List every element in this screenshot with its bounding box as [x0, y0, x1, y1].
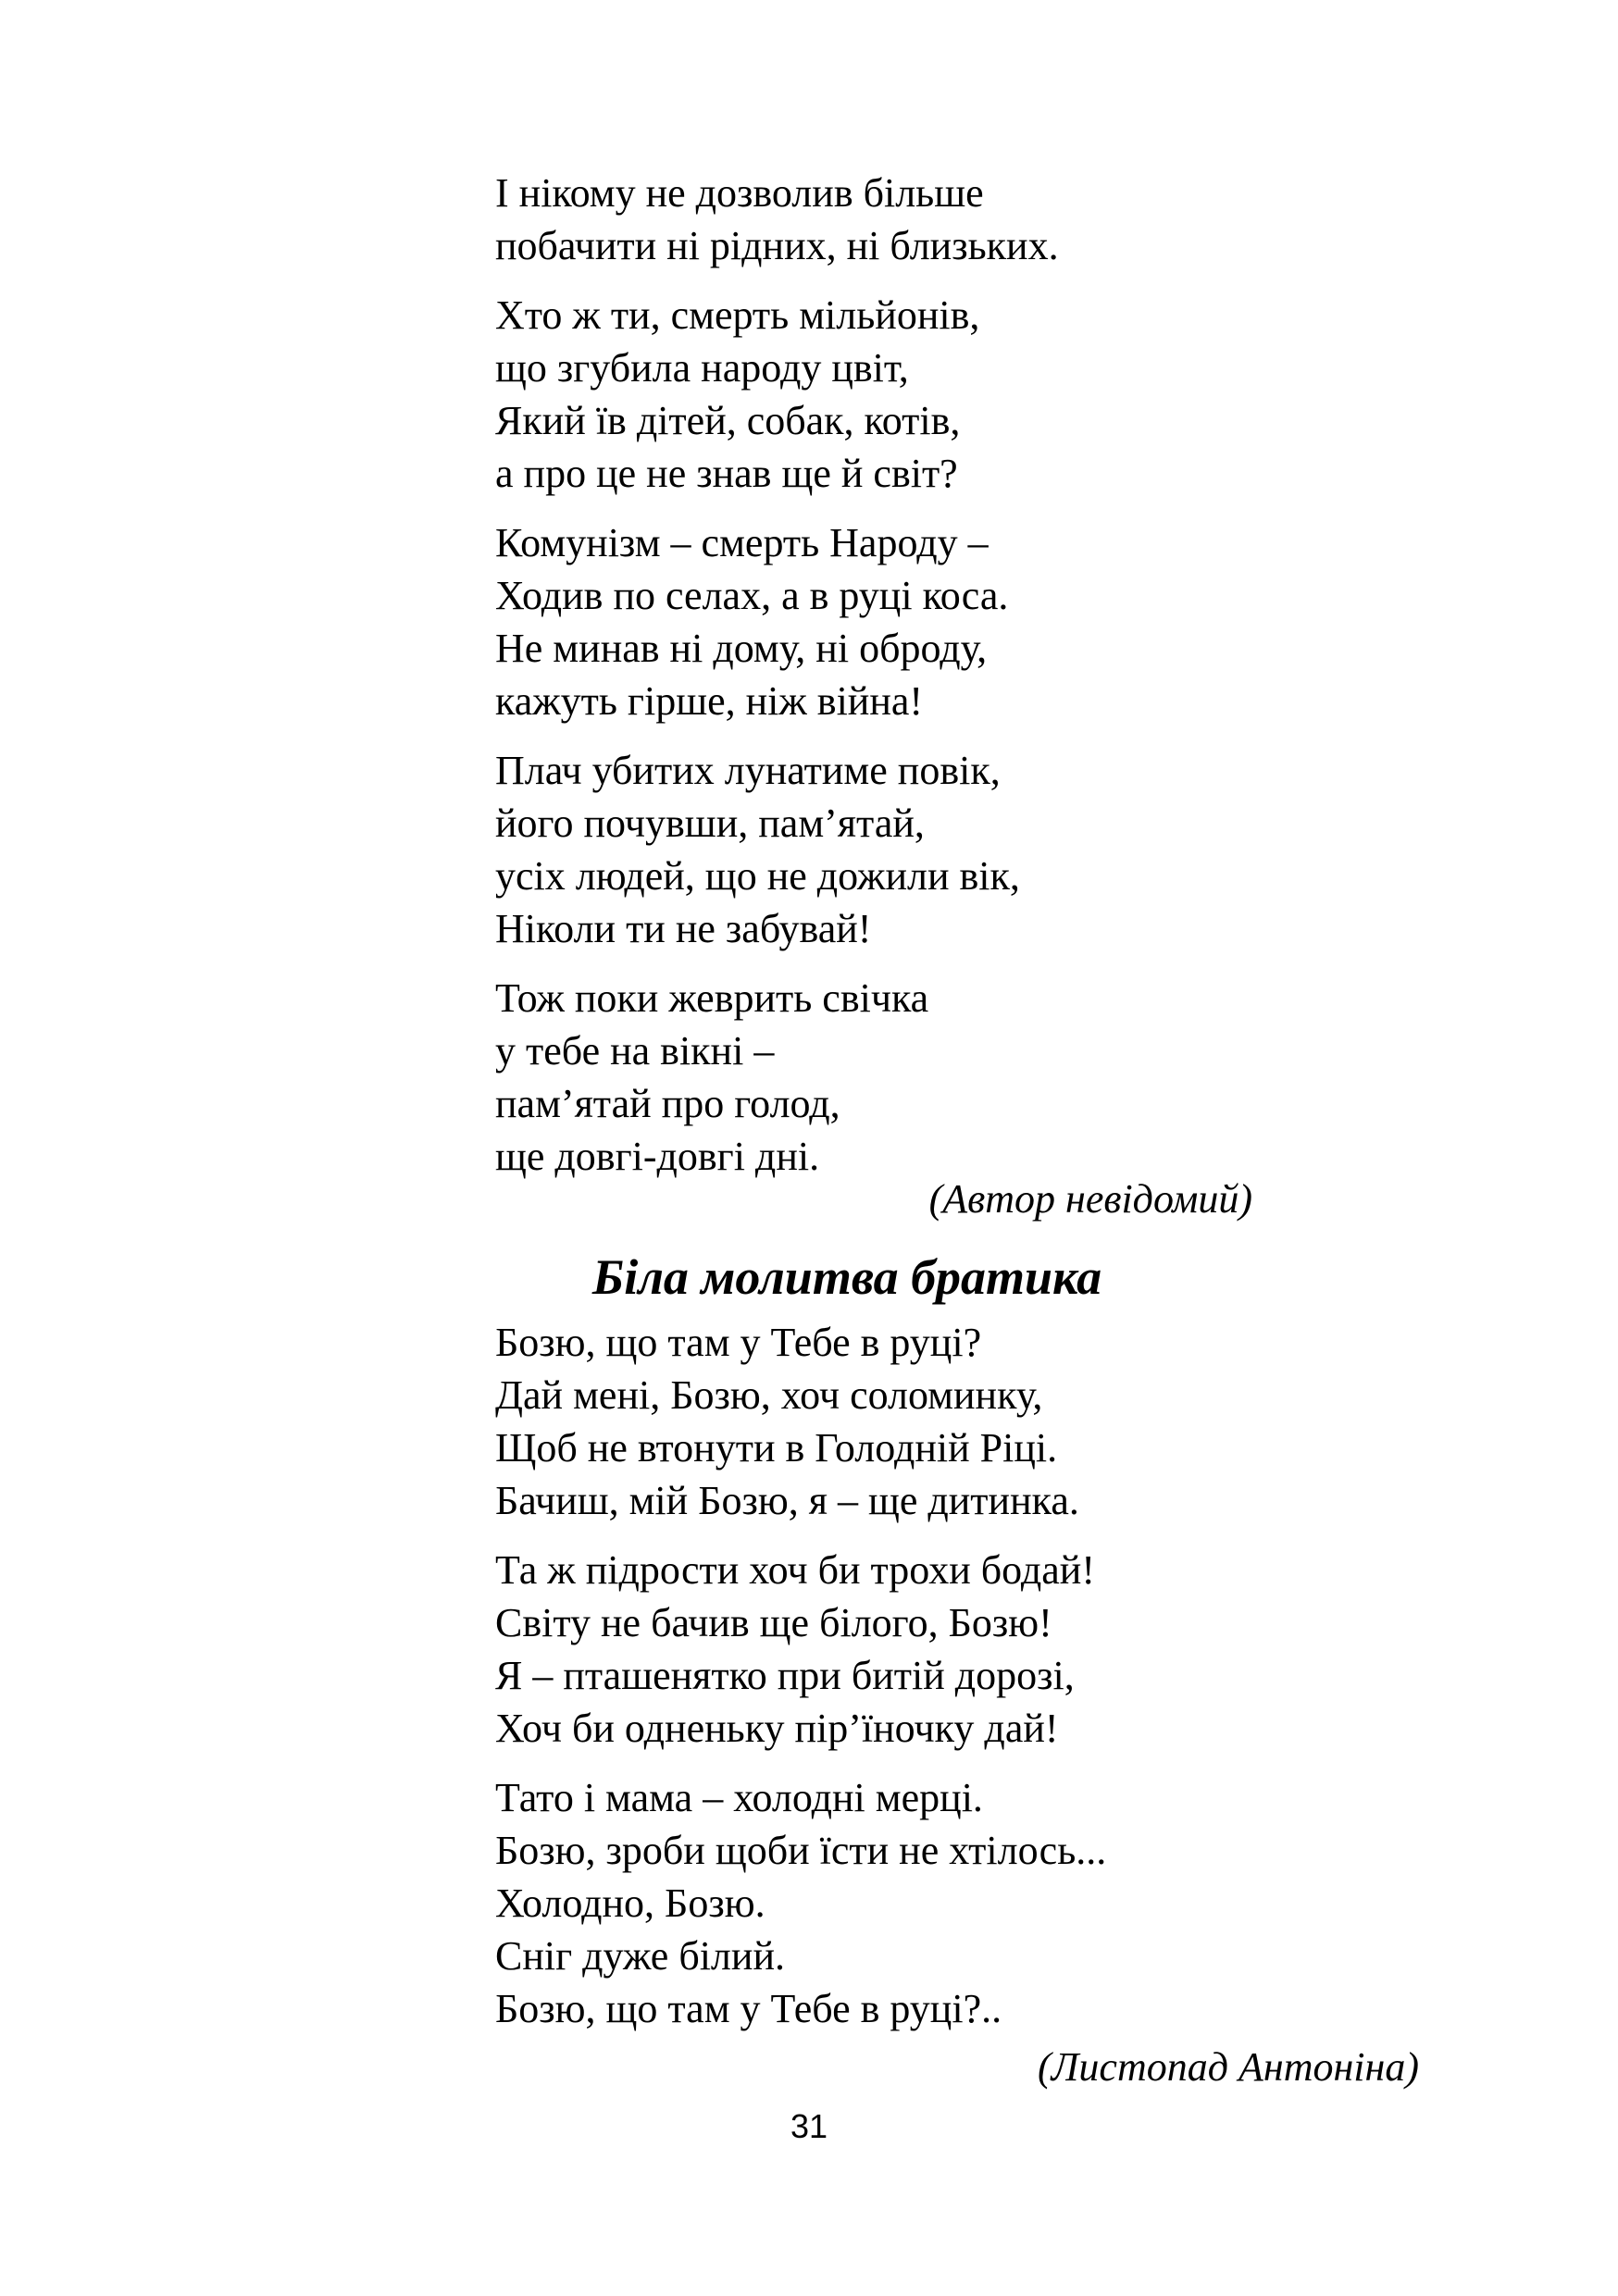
page-number: 31: [790, 2107, 828, 2145]
verse-line: Не минав ні дому, ні оброду,: [495, 626, 988, 671]
poem-2-title: Біла молитва братика: [591, 1249, 1102, 1305]
stanza: [495, 1544, 1421, 1755]
verse-line: Щоб не втонути в Голодній Ріці.: [495, 1425, 1058, 1471]
verse-line: Бозю, що там у Тебе в руці?..: [495, 1986, 1002, 2031]
verse-line: у тебе на вікні –: [495, 1028, 775, 1074]
verse-line: Я – пташенятко при битій дорозі,: [495, 1653, 1075, 1698]
verse-line: його почувши, пам’ятай,: [495, 800, 925, 846]
verse-line: Хто ж ти, смерть мільйонів,: [495, 292, 980, 338]
stanza: [495, 167, 1421, 272]
verse-line: Дай мені, Бозю, хоч соломинку,: [495, 1372, 1043, 1418]
verse-line: Комунізм – смерть Народу –: [495, 520, 989, 565]
verse-line: пам’ятай про голод,: [495, 1081, 840, 1126]
verse-line: Плач убитих лунатиме повік,: [495, 748, 1001, 793]
verse-line: усіх людей, що не дожили вік,: [495, 853, 1020, 899]
verse-line: Світу не бачив ще білого, Бозю!: [495, 1600, 1052, 1645]
verse-line: Ходив по селах, а в руці коса.: [495, 573, 1009, 618]
verse-line: Тож поки жеврить свічка: [495, 975, 929, 1021]
verse-line: Хоч би одненьку пір’їночку дай!: [495, 1706, 1059, 1751]
verse-line: що згубила народу цвіт,: [495, 345, 909, 391]
verse-line: а про це не знав ще й світ?: [495, 451, 958, 496]
stanza: [495, 289, 1421, 500]
poem-2: [495, 1316, 1421, 2052]
verse-line: кажуть гірше, ніж війна!: [495, 678, 924, 724]
verse-line: Бозю, зроби щоби їсти не хтілось...: [495, 1828, 1107, 1873]
poem-1: [495, 167, 1421, 1199]
verse-line: ще довгі-довгі дні.: [495, 1134, 820, 1179]
poem-1-author: (Автор невідомий): [928, 1176, 1252, 1222]
verse-line: Сніг дуже білий.: [495, 1933, 785, 1979]
stanza: [495, 1771, 1421, 2035]
verse-line: Холодно, Бозю.: [495, 1880, 765, 1926]
verse-line: Тато і мама – холодні мерці.: [495, 1775, 983, 1820]
verse-line: Ніколи ти не забувай!: [495, 906, 872, 951]
stanza: [495, 1316, 1421, 1527]
poem-2-author: (Листопад Антоніна): [1037, 2044, 1419, 2090]
verse-line: І нікому не дозволив більше: [495, 170, 984, 216]
verse-line: Бозю, що там у Тебе в руці?: [495, 1320, 982, 1365]
verse-line: Який їв дітей, собак, котів,: [495, 398, 961, 443]
verse-line: побачити ні рідних, ні близьких.: [495, 223, 1059, 268]
verse-line: Бачиш, мій Бозю, я – ще дитинка.: [495, 1478, 1079, 1523]
verse-line: Та ж підрости хоч би трохи бодай!: [495, 1547, 1095, 1593]
stanza: [495, 972, 1421, 1183]
stanza: [495, 744, 1421, 955]
stanza: [495, 516, 1421, 727]
